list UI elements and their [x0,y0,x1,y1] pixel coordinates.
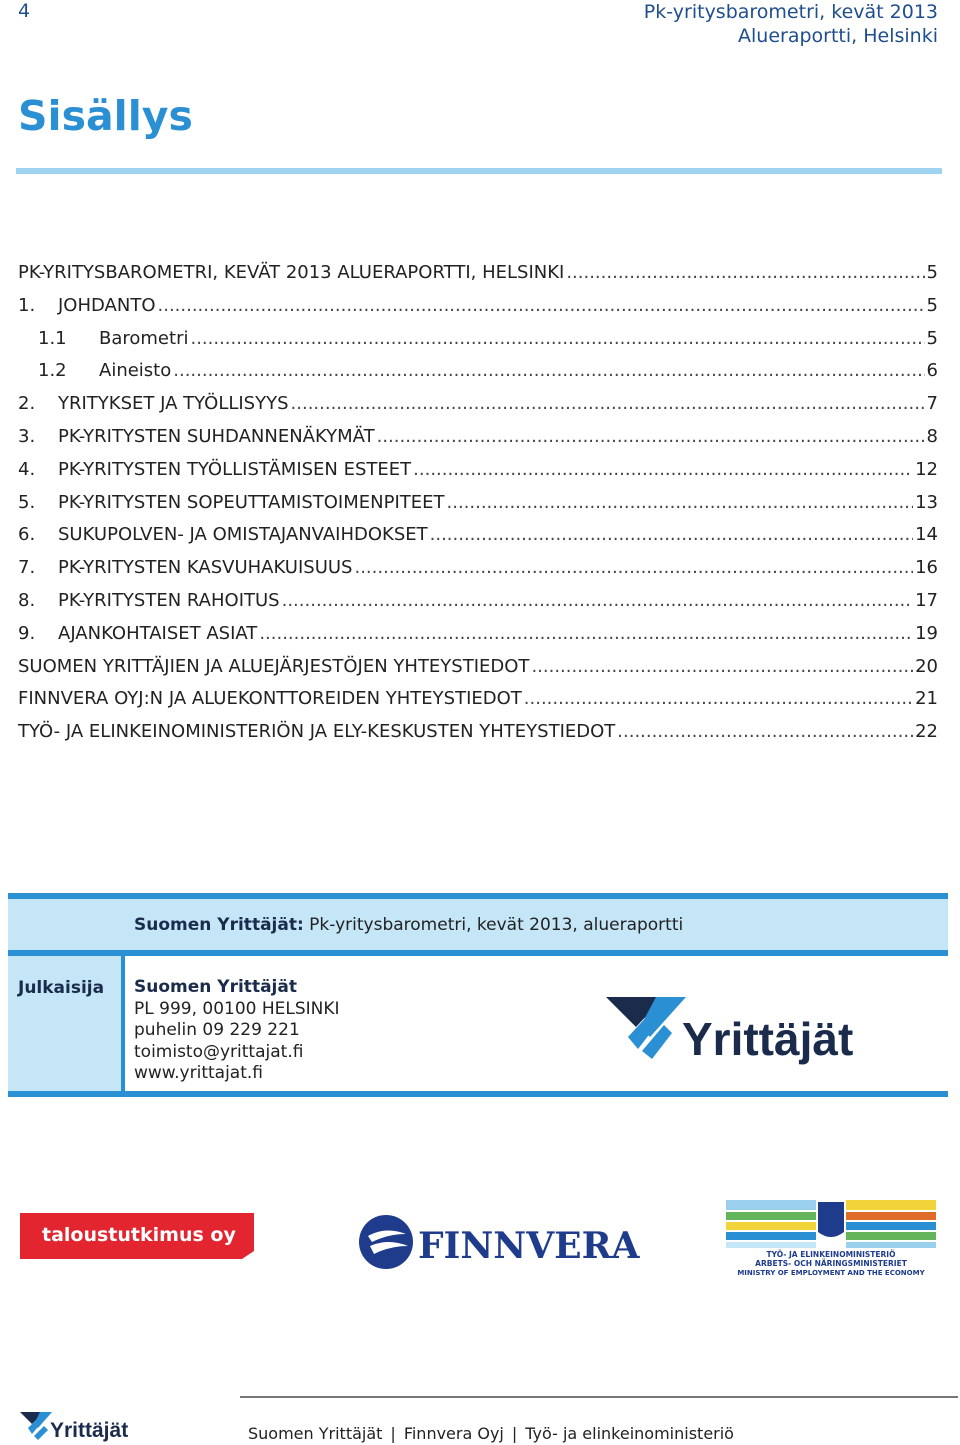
publication-title-org: Suomen Yrittäjät: [134,915,304,935]
publisher-name: Suomen Yrittäjät [134,977,297,997]
toc-entry-label: YRITYKSET JA TYÖLLISYYS [58,393,289,415]
toc-leader [158,290,925,323]
page-title: Sisällys [18,92,193,140]
box-rule-middle [8,950,948,956]
tem-logo [726,1198,936,1278]
publication-info-box [8,893,948,1097]
toc-entry-page: 14 [915,524,938,546]
toc-leader [377,421,925,454]
toc-entry-number: 2. [18,393,36,415]
running-header-line1: Pk-yritysbarometri, kevät 2013 [643,1,938,23]
toc-leader [413,454,913,487]
toc-entry-label: PK-YRITYSTEN RAHOITUS [58,589,280,611]
tem-logo-line1: TYÖ- JA ELINKEINOMINISTERIÖ [766,1250,896,1259]
toc-entry[interactable] [18,585,938,618]
toc-entry-label: FINNVERA OYJ:N JA ALUEKONTTOREIDEN YHTEYSTIEDOT [18,688,522,710]
toc-entry-page: 16 [915,557,938,579]
footer-partners [248,1424,734,1443]
footer-item-finnvera: Finnvera Oyj [403,1424,504,1443]
toc-leader [524,683,913,716]
toc-leader [617,716,913,749]
toc-entry-number: 8. [18,589,36,611]
title-divider [16,168,942,174]
toc-leader [566,257,924,290]
toc-entry-label: PK-YRITYSTEN SOPEUTTAMISTOIMENPITEET [58,491,445,513]
tem-logo-line3: MINISTRY OF EMPLOYMENT AND THE ECONOMY [737,1269,925,1277]
toc-entry[interactable] [18,487,938,520]
toc-entry[interactable] [18,618,938,651]
toc-entry[interactable] [18,355,938,388]
toc-entry-page: 5 [926,327,938,349]
toc-entry-page: 21 [915,688,938,710]
toc-entry-label: PK-YRITYSTEN KASVUHAKUISUUS [58,557,353,579]
finnvera-logo [358,1212,640,1272]
toc-leader [447,487,914,520]
publisher-website[interactable]: www.yrittajat.fi [134,1063,263,1083]
toc-entry-number: 4. [18,458,36,480]
toc-entry-number: 6. [18,524,36,546]
toc-leader [259,618,913,651]
yrittajat-logo [606,993,881,1068]
publisher-label: Julkaisija [18,978,105,998]
toc-leader [430,519,913,552]
toc-entry-number: 3. [18,425,36,447]
toc-entry-page: 22 [915,721,938,743]
footer-yrittajat-logo [20,1410,142,1444]
toc-leader [190,323,924,356]
toc-entry[interactable] [18,323,938,356]
footer-separator: | [511,1424,518,1443]
publisher-email[interactable]: toimisto@yrittajat.fi [134,1041,304,1062]
toc-entry[interactable] [18,651,938,684]
toc-leader [291,388,925,421]
toc-entry-label: Aineisto [99,360,172,382]
toc-entry-page: 17 [915,589,938,611]
toc-entry-label: SUKUPOLVEN- JA OMISTAJANVAIHDOKSET [58,524,428,546]
finnvera-logo-text: FINNVERA [418,1225,640,1267]
toc-entry-label: PK-YRITYSTEN SUHDANNENÄKYMÄT [58,425,375,447]
coat-of-arms-icon [818,1202,844,1237]
toc-entry-number: 5. [18,491,36,513]
publisher-phone: puhelin 09 229 221 [134,1020,300,1040]
footer-item-tem: Työ- ja elinkeinoministeriö [525,1424,734,1443]
toc-leader [531,651,913,684]
toc-leader [173,355,924,388]
running-header [644,0,938,48]
table-of-contents [18,257,938,749]
footer-separator: | [390,1424,396,1443]
toc-entry-page: 7 [926,393,938,415]
yrittajat-logo-text: Yrittäjät [682,1013,854,1065]
toc-entry[interactable] [18,683,938,716]
toc-entry[interactable] [18,519,938,552]
publisher-contact [134,977,340,1085]
toc-entry-label: PK-YRITYSBAROMETRI, KEVÄT 2013 ALUERAPORTTI, HELSINKI [18,262,565,283]
toc-entry[interactable] [18,290,938,323]
toc-entry[interactable] [18,552,938,585]
toc-entry-label: Barometri [99,327,189,349]
box-rule-vertical [121,956,125,1091]
publisher-label-cell [8,956,121,1091]
toc-entry-page: 12 [915,458,938,480]
tem-logo-line2: ARBETS- OCH NÄRINGSMINISTERIET [755,1259,907,1268]
footer-item-yrittajat: Suomen Yrittäjät [248,1424,383,1443]
toc-entry-number: 1. [18,294,36,316]
toc-entry-label: SUOMEN YRITTÄJIEN JA ALUEJÄRJESTÖJEN YHTEYSTIEDOT [18,655,530,677]
footer-yrittajat-logo-text: Yrittäjät [50,1419,129,1442]
toc-entry-label: TYÖ- JA ELINKEINOMINISTERIÖN JA ELY-KESKUSTEN YHTEYSTIEDOT [18,721,616,743]
toc-entry-label: PK-YRITYSTEN TYÖLLISTÄMISEN ESTEET [58,458,412,480]
taloustutkimus-logo [20,1213,254,1259]
toc-entry-label: JOHDANTO [58,294,156,316]
toc-leader [354,552,913,585]
toc-entry[interactable] [18,716,938,749]
toc-entry[interactable] [18,388,938,421]
box-rule-bottom [8,1091,948,1097]
publication-title [134,915,683,935]
toc-entry-number: 7. [18,557,36,579]
toc-entry-page: 5 [926,262,938,283]
toc-entry-number: 1.2 [38,360,67,382]
toc-entry-page: 20 [915,655,938,677]
toc-entry-page: 8 [926,425,938,447]
toc-entry[interactable] [18,421,938,454]
toc-entry[interactable] [18,454,938,487]
toc-entry-page: 6 [926,360,938,382]
toc-leader [282,585,913,618]
running-header-line2: Alueraportti, Helsinki [738,25,938,47]
publication-title-rest: Pk-yritysbarometri, kevät 2013, alueraportti [309,915,684,935]
toc-entry-page: 19 [915,622,938,644]
footer-divider [240,1396,958,1398]
publisher-address: PL 999, 00100 HELSINKI [134,998,340,1019]
page-number: 4 [18,0,31,22]
toc-entry[interactable] [18,257,938,290]
toc-entry-page: 5 [926,294,938,316]
taloustutkimus-logo-text: taloustutkimus oy [42,1224,236,1246]
toc-entry-page: 13 [915,491,938,513]
toc-entry-number: 9. [18,622,36,644]
toc-entry-number: 1.1 [38,327,67,349]
toc-entry-label: AJANKOHTAISET ASIAT [58,622,258,644]
